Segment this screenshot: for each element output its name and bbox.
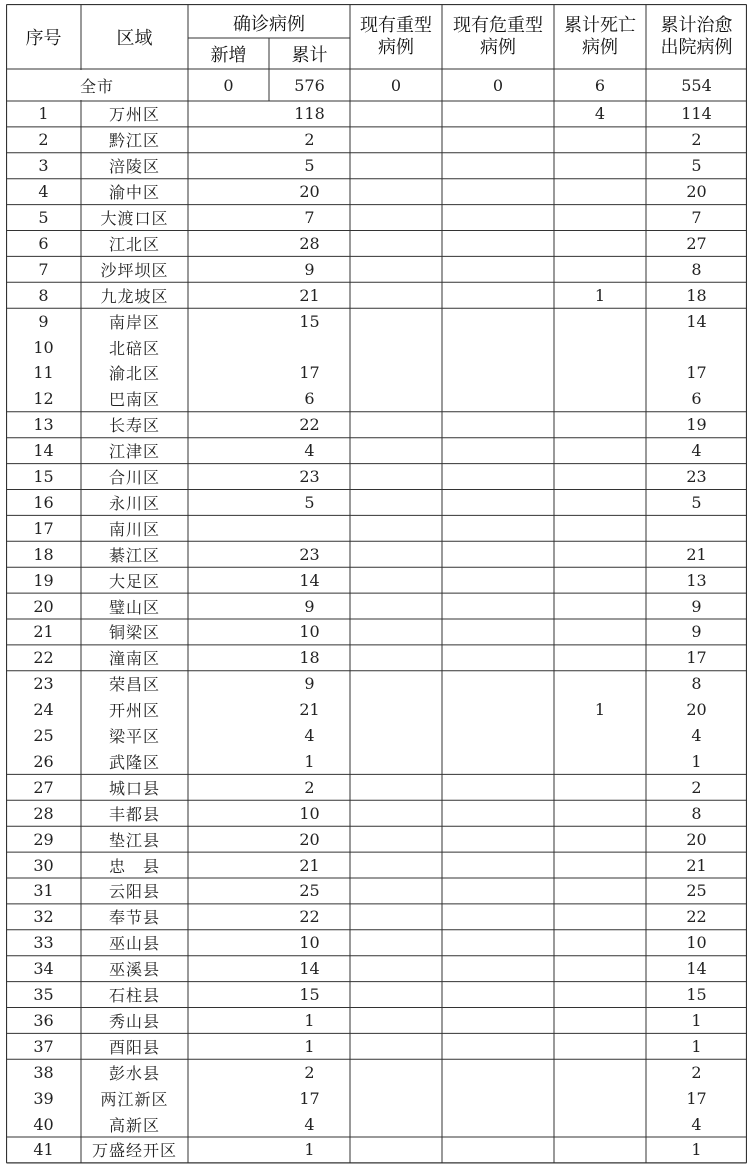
cell-total: 1 [304, 1010, 315, 1030]
cell-deaths [554, 1137, 646, 1163]
cell-seq: 16 [33, 492, 54, 512]
cell-area: 南岸区 [108, 312, 160, 332]
cell-total: 1 [304, 1036, 315, 1056]
cell-area: 涪陵区 [108, 157, 160, 177]
cell-seq: 32 [33, 907, 54, 927]
cell-area: 秀山县 [108, 1011, 160, 1031]
cell-seq: 28 [33, 803, 54, 823]
summary-label: 全市 [79, 76, 114, 96]
cell-seq: 3 [38, 156, 49, 176]
summary-recovered: 554 [681, 75, 712, 95]
cell-recovered: 8 [691, 674, 702, 694]
cell-deaths [554, 826, 646, 852]
cell-total: 21 [299, 285, 320, 305]
cell-seq: 36 [33, 1010, 54, 1030]
cell-area: 璧山区 [108, 597, 160, 617]
cell-seq: 5 [38, 208, 49, 228]
cell-area: 武隆区 [108, 752, 160, 772]
cell-deaths [554, 930, 646, 956]
cell-area: 彭水县 [108, 1063, 160, 1083]
cell-deaths [554, 360, 646, 386]
cell-recovered: 9 [691, 622, 702, 642]
cell-area: 荣昌区 [108, 675, 160, 695]
header-severe [350, 4, 442, 69]
cell-seq: 35 [33, 985, 54, 1005]
cell-area: 酉阳县 [108, 1037, 160, 1057]
summary-deaths: 6 [594, 75, 606, 95]
cell-area: 梁平区 [108, 727, 160, 747]
cell-recovered: 4 [691, 726, 702, 746]
cell-deaths [554, 645, 646, 671]
cell-recovered: 9 [691, 596, 702, 616]
cell-deaths [554, 723, 646, 749]
cell-recovered: 2 [691, 1062, 702, 1082]
cell-area: 渝中区 [108, 183, 160, 203]
cell-area: 城口县 [108, 778, 160, 798]
cell-seq: 12 [33, 389, 54, 409]
cell-recovered: 8 [691, 803, 702, 823]
cell-total: 1 [304, 1140, 315, 1160]
cell-recovered: 20 [686, 700, 707, 720]
cell-deaths [554, 515, 646, 541]
cell-seq: 41 [33, 1140, 54, 1160]
cell-total: 22 [299, 415, 320, 435]
cell-deaths [554, 541, 646, 567]
cell-deaths [554, 153, 646, 179]
cell-deaths [554, 1008, 646, 1034]
cell-seq: 26 [33, 751, 54, 771]
cell-total: 10 [299, 933, 320, 953]
cell-deaths [554, 127, 646, 153]
cell-recovered: 17 [686, 363, 707, 383]
cell-seq: 18 [33, 544, 54, 564]
cell-recovered: 20 [686, 829, 707, 849]
cell-recovered: 27 [686, 233, 707, 253]
cell-area: 江北区 [108, 234, 160, 254]
cell-area: 渝北区 [108, 364, 160, 384]
cell-total: 18 [299, 648, 320, 668]
cell-area: 九龙坡区 [100, 286, 169, 306]
cell-recovered: 1 [691, 1036, 702, 1056]
cell-recovered: 1 [691, 751, 702, 771]
cell-area: 大足区 [108, 571, 160, 591]
cell-seq: 38 [33, 1062, 54, 1082]
cell-deaths [554, 464, 646, 490]
cell-recovered: 8 [691, 259, 702, 279]
cell-total: 6 [304, 389, 315, 409]
cell-area: 巴南区 [108, 390, 160, 410]
cell-total: 15 [299, 311, 320, 331]
cell-total: 9 [304, 674, 315, 694]
cell-deaths [554, 308, 646, 334]
cell-seq: 14 [33, 441, 54, 461]
cell-seq: 1 [38, 104, 49, 124]
cell-deaths [554, 205, 646, 231]
cell-seq: 13 [33, 415, 54, 435]
cell-area: 永川区 [108, 493, 160, 513]
header-deaths [554, 4, 646, 69]
cell-recovered: 25 [686, 881, 707, 901]
cell-recovered: 1 [691, 1010, 702, 1030]
cell-recovered: 14 [686, 959, 707, 979]
cell-total: 1 [304, 751, 315, 771]
cell-seq: 37 [33, 1036, 54, 1056]
cell-deaths [554, 334, 646, 360]
cell-seq: 8 [38, 285, 49, 305]
header-total: 累计 [291, 44, 328, 66]
cell-deaths [554, 1085, 646, 1111]
epidemic-table [6, 4, 747, 1166]
cell-area: 奉节县 [108, 908, 160, 928]
cell-seq: 10 [33, 337, 54, 357]
cell-total: 17 [299, 1088, 320, 1108]
cell-deaths [554, 774, 646, 800]
cell-area: 巫溪县 [108, 960, 160, 980]
header-critical-line2: 病例 [480, 36, 516, 58]
header-new: 新增 [210, 44, 247, 66]
cell-seq: 29 [33, 829, 54, 849]
header-confirmed-group: 确诊病例 [233, 14, 305, 35]
cell-total: 21 [299, 700, 320, 720]
header-recovered-line1: 累计治愈 [660, 14, 733, 36]
cell-recovered [646, 334, 747, 360]
header-seq: 序号 [25, 27, 62, 49]
cell-deaths [554, 671, 646, 697]
cell-deaths [554, 852, 646, 878]
cell-recovered: 5 [691, 156, 702, 176]
cell-total: 118 [294, 104, 325, 124]
header-critical-line1: 现有危重型 [453, 14, 543, 36]
cell-recovered: 4 [691, 441, 702, 461]
cell-deaths [554, 956, 646, 982]
cell-deaths [554, 412, 646, 438]
cell-area: 江津区 [108, 442, 160, 462]
cell-deaths [554, 878, 646, 904]
cell-recovered: 6 [691, 389, 702, 409]
summary-new: 0 [223, 75, 234, 95]
cell-area: 巫山县 [108, 934, 160, 954]
cell-total: 20 [299, 182, 320, 202]
cell-seq: 2 [38, 130, 49, 150]
summary-critical: 0 [492, 75, 504, 95]
cell-deaths [554, 1111, 646, 1137]
cell-total: 20 [299, 829, 320, 849]
cell-total: 2 [304, 777, 315, 797]
cell-recovered: 5 [691, 492, 702, 512]
cell-area: 万州区 [108, 105, 160, 125]
cell-seq: 27 [33, 777, 54, 797]
cell-recovered: 15 [686, 985, 707, 1005]
cell-deaths [554, 904, 646, 930]
cell-deaths [554, 179, 646, 205]
cell-recovered: 14 [686, 311, 707, 331]
cell-area: 北碚区 [108, 338, 160, 358]
header-severe-line2: 病例 [378, 36, 414, 58]
cell-seq: 15 [33, 467, 54, 487]
cell-total: 5 [304, 492, 315, 512]
cell-area: 綦江区 [108, 545, 160, 565]
cell-deaths [554, 567, 646, 593]
cell-area: 两江新区 [100, 1089, 169, 1109]
cell-total: 10 [299, 803, 320, 823]
cell-total: 4 [304, 441, 315, 461]
cell-deaths [554, 1059, 646, 1085]
cell-area: 南川区 [108, 519, 160, 539]
cell-area: 黔江区 [108, 131, 160, 151]
cell-area: 长寿区 [108, 416, 160, 436]
cell-deaths [554, 438, 646, 464]
cell-deaths: 1 [594, 285, 606, 305]
cell-total: 5 [304, 156, 315, 176]
cell-area: 潼南区 [108, 649, 160, 669]
cell-recovered: 17 [686, 1088, 707, 1108]
header-area: 区域 [116, 27, 153, 49]
cell-total: 10 [299, 622, 320, 642]
cell-recovered: 20 [686, 182, 707, 202]
cell-seq: 19 [33, 570, 54, 590]
cell-recovered: 23 [686, 467, 707, 487]
cell-recovered: 13 [686, 570, 707, 590]
cell-area: 大渡口区 [100, 209, 169, 229]
cell-deaths [554, 593, 646, 619]
cell-seq: 24 [33, 700, 54, 720]
cell-recovered [646, 515, 747, 541]
cell-seq: 11 [33, 363, 54, 383]
cell-deaths [554, 256, 646, 282]
cell-seq: 4 [38, 182, 49, 202]
cell-deaths [554, 749, 646, 775]
cell-seq: 25 [33, 726, 54, 746]
cell-recovered: 21 [686, 544, 707, 564]
cell-recovered: 1 [691, 1140, 702, 1160]
cell-total: 25 [299, 881, 320, 901]
cell-total: 9 [304, 259, 315, 279]
header-deaths-line2: 病例 [582, 36, 618, 58]
cell-seq: 31 [33, 881, 54, 901]
cell-recovered: 2 [691, 130, 702, 150]
cell-recovered: 19 [686, 415, 707, 435]
cell-recovered: 17 [686, 648, 707, 668]
cell-seq: 33 [33, 933, 54, 953]
cell-area: 万盛经开区 [91, 1141, 177, 1161]
cell-deaths [554, 386, 646, 412]
cell-deaths [554, 490, 646, 516]
header-critical [442, 4, 554, 69]
cell-area: 垫江县 [108, 830, 160, 850]
cell-recovered: 10 [686, 933, 707, 953]
cell-total: 2 [304, 1062, 315, 1082]
cell-deaths [554, 619, 646, 645]
cell-seq: 39 [33, 1088, 54, 1108]
cell-recovered: 2 [691, 777, 702, 797]
cell-deaths: 4 [594, 104, 606, 124]
cell-area: 开州区 [108, 701, 160, 721]
cell-area: 沙坪坝区 [100, 260, 169, 280]
summary-total: 576 [294, 75, 325, 95]
cell-total: 7 [304, 208, 315, 228]
cell-recovered: 4 [691, 1114, 702, 1134]
cell-area: 合川区 [108, 468, 160, 488]
cell-total [269, 515, 350, 541]
header-recovered-line2: 出院病例 [660, 36, 733, 58]
cell-recovered: 21 [686, 855, 707, 875]
cell-recovered: 18 [686, 285, 707, 305]
cell-seq: 22 [33, 648, 54, 668]
cell-area: 高新区 [108, 1115, 160, 1135]
cell-total: 2 [304, 130, 315, 150]
cell-total: 22 [299, 907, 320, 927]
cell-total: 9 [304, 596, 315, 616]
cell-area: 铜梁区 [108, 623, 160, 643]
cell-seq: 7 [38, 259, 49, 279]
cell-deaths [554, 231, 646, 257]
header-recovered [646, 4, 747, 69]
cell-total: 15 [299, 985, 320, 1005]
cell-total: 23 [299, 544, 320, 564]
cell-seq: 17 [33, 518, 54, 538]
cell-seq: 9 [38, 311, 49, 331]
cell-total: 14 [299, 959, 320, 979]
cell-deaths: 1 [594, 700, 606, 720]
cell-area: 丰都县 [108, 804, 160, 824]
cell-seq: 34 [33, 959, 54, 979]
cell-deaths [554, 982, 646, 1008]
cell-seq: 30 [33, 855, 54, 875]
header-deaths-line1: 累计死亡 [564, 14, 636, 36]
cell-seq: 23 [33, 674, 54, 694]
cell-deaths [554, 800, 646, 826]
cell-total: 21 [299, 855, 320, 875]
cell-total: 17 [299, 363, 320, 383]
cell-area: 忠 县 [108, 856, 160, 876]
cell-total: 23 [299, 467, 320, 487]
cell-seq: 20 [33, 596, 54, 616]
cell-recovered: 114 [681, 104, 712, 124]
cell-seq: 21 [33, 622, 54, 642]
cell-seq: 6 [38, 233, 49, 253]
cell-total: 14 [299, 570, 320, 590]
cell-total: 4 [304, 726, 315, 746]
cell-seq: 40 [33, 1114, 54, 1134]
cell-total: 28 [299, 233, 320, 253]
summary-severe: 0 [390, 75, 402, 95]
cell-area: 云阳县 [108, 882, 160, 902]
cell-area: 石柱县 [108, 986, 160, 1006]
cell-total [269, 334, 350, 360]
cell-total: 4 [304, 1114, 315, 1134]
cell-deaths [554, 1033, 646, 1059]
header-severe-line1: 现有重型 [360, 14, 432, 36]
cell-recovered: 7 [691, 208, 702, 228]
cell-recovered: 22 [686, 907, 707, 927]
